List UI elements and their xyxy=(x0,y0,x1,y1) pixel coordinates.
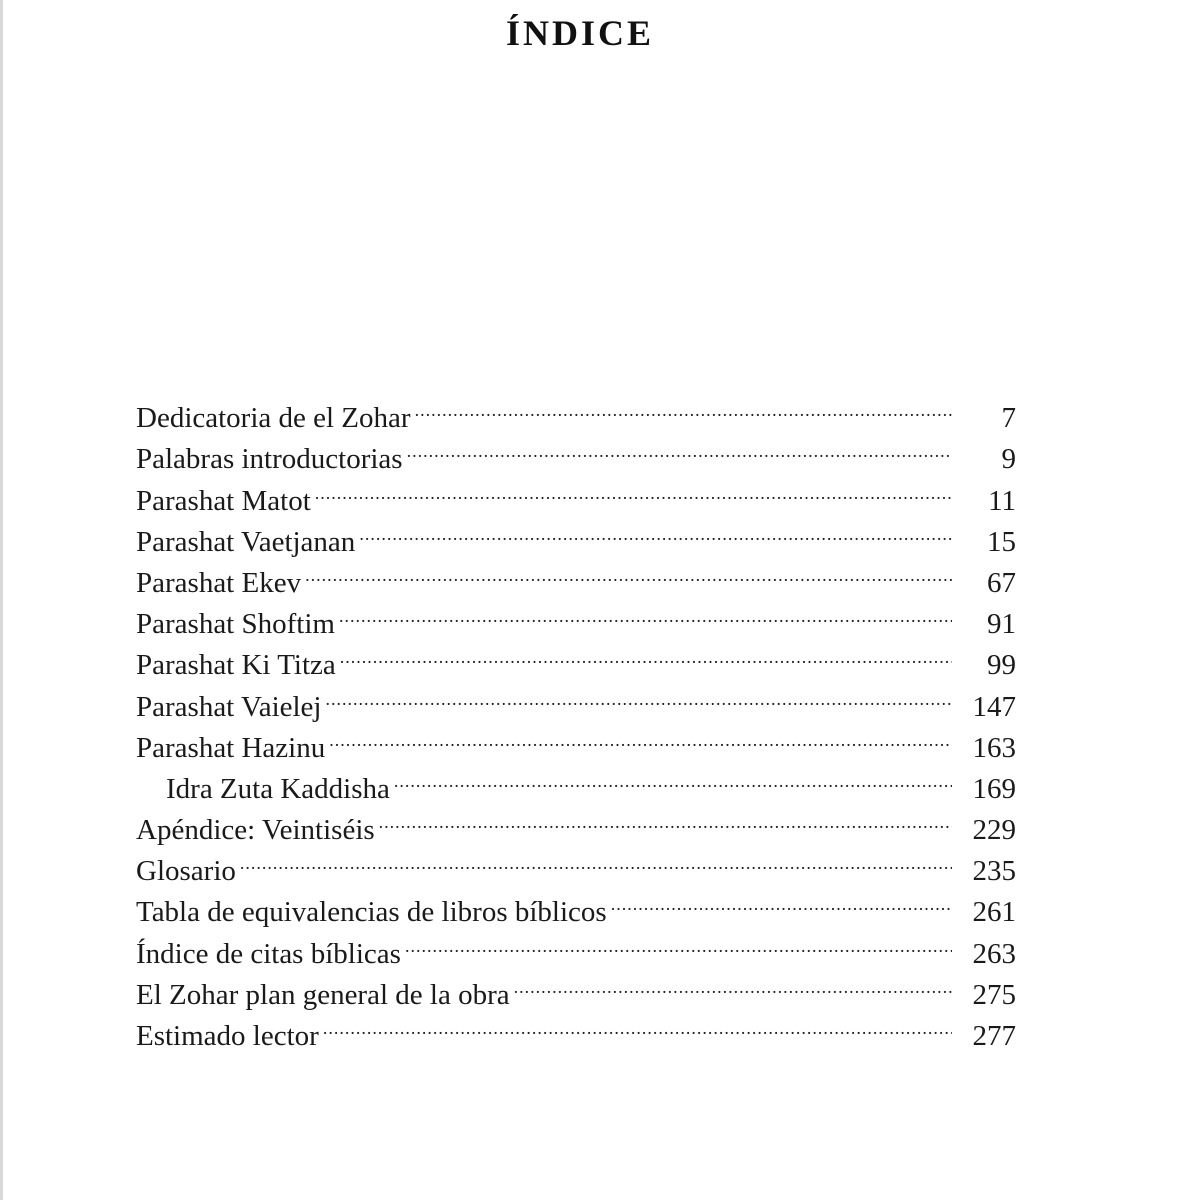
page-title: ÍNDICE xyxy=(505,13,655,53)
dot-leader xyxy=(339,592,952,633)
toc-entry-label: Tabla de equivalencias de libros bíblicos xyxy=(136,896,607,929)
toc-entry-page: 163 xyxy=(972,731,1016,764)
dot-leader xyxy=(611,880,952,921)
toc-entry-page: 261 xyxy=(972,896,1016,929)
toc-entry-page: 147 xyxy=(972,690,1016,723)
toc-entry-label: Glosario xyxy=(136,855,236,888)
dot-leader xyxy=(394,757,952,798)
toc-entry-page: 15 xyxy=(987,525,1016,558)
toc-entry[interactable] xyxy=(136,880,1016,929)
dot-leader xyxy=(514,963,952,1004)
toc-entry-label: Apéndice: Veintiséis xyxy=(136,814,375,847)
toc-entry-label: Estimado lector xyxy=(136,1020,319,1052)
toc-entry-label: Parashat Vaetjanan xyxy=(136,525,356,558)
toc-entry-label: Índice de citas bíblicas xyxy=(136,937,401,970)
toc-entry-label: Parashat Ekev xyxy=(136,566,302,599)
dot-leader xyxy=(325,674,952,715)
dot-leader xyxy=(407,427,952,468)
toc-entry-page: 99 xyxy=(987,649,1016,682)
toc-entry-label: Parashat Hazinu xyxy=(136,731,326,764)
toc-entry-label: El Zohar plan general de la obra xyxy=(136,978,510,1011)
dot-leader xyxy=(359,510,952,551)
toc-entry-page: 9 xyxy=(1001,443,1016,476)
toc-entry-page: 67 xyxy=(987,566,1016,599)
toc-entry-label: Idra Zuta Kaddisha xyxy=(166,772,390,805)
toc-entry-page: 235 xyxy=(972,855,1016,888)
dot-leader xyxy=(329,716,952,757)
toc-entry[interactable] xyxy=(136,839,1016,888)
dot-leader xyxy=(240,839,952,880)
toc-entry-label: Parashat Ki Titza xyxy=(136,649,336,682)
toc-entry-label: Dedicatoria de el Zohar xyxy=(136,402,411,435)
table-of-contents xyxy=(136,386,1016,1052)
page-edge xyxy=(0,0,3,1200)
toc-entry-page: 91 xyxy=(987,608,1016,641)
toc-entry-page: 263 xyxy=(972,937,1016,970)
dot-leader xyxy=(405,921,952,962)
dot-leader xyxy=(305,551,952,592)
dot-leader xyxy=(379,798,952,839)
toc-entry-page: 229 xyxy=(972,814,1016,847)
dot-leader xyxy=(323,1004,952,1045)
toc-entry[interactable] xyxy=(136,386,1016,435)
toc-entry-page: 169 xyxy=(972,772,1016,805)
dot-leader xyxy=(415,386,952,427)
toc-entry-label: Palabras introductorias xyxy=(136,443,403,476)
toc-entry-page: 7 xyxy=(1001,402,1016,435)
toc-entry-page: 277 xyxy=(972,1020,1016,1052)
toc-entry-label: Parashat Matot xyxy=(136,484,311,517)
dot-leader xyxy=(315,468,952,509)
toc-entry-page: 11 xyxy=(988,484,1016,517)
dot-leader xyxy=(340,633,952,674)
toc-entry-page: 275 xyxy=(972,978,1016,1011)
toc-entry-label: Parashat Shoftim xyxy=(136,608,335,641)
toc-entry-label: Parashat Vaielej xyxy=(136,690,322,723)
